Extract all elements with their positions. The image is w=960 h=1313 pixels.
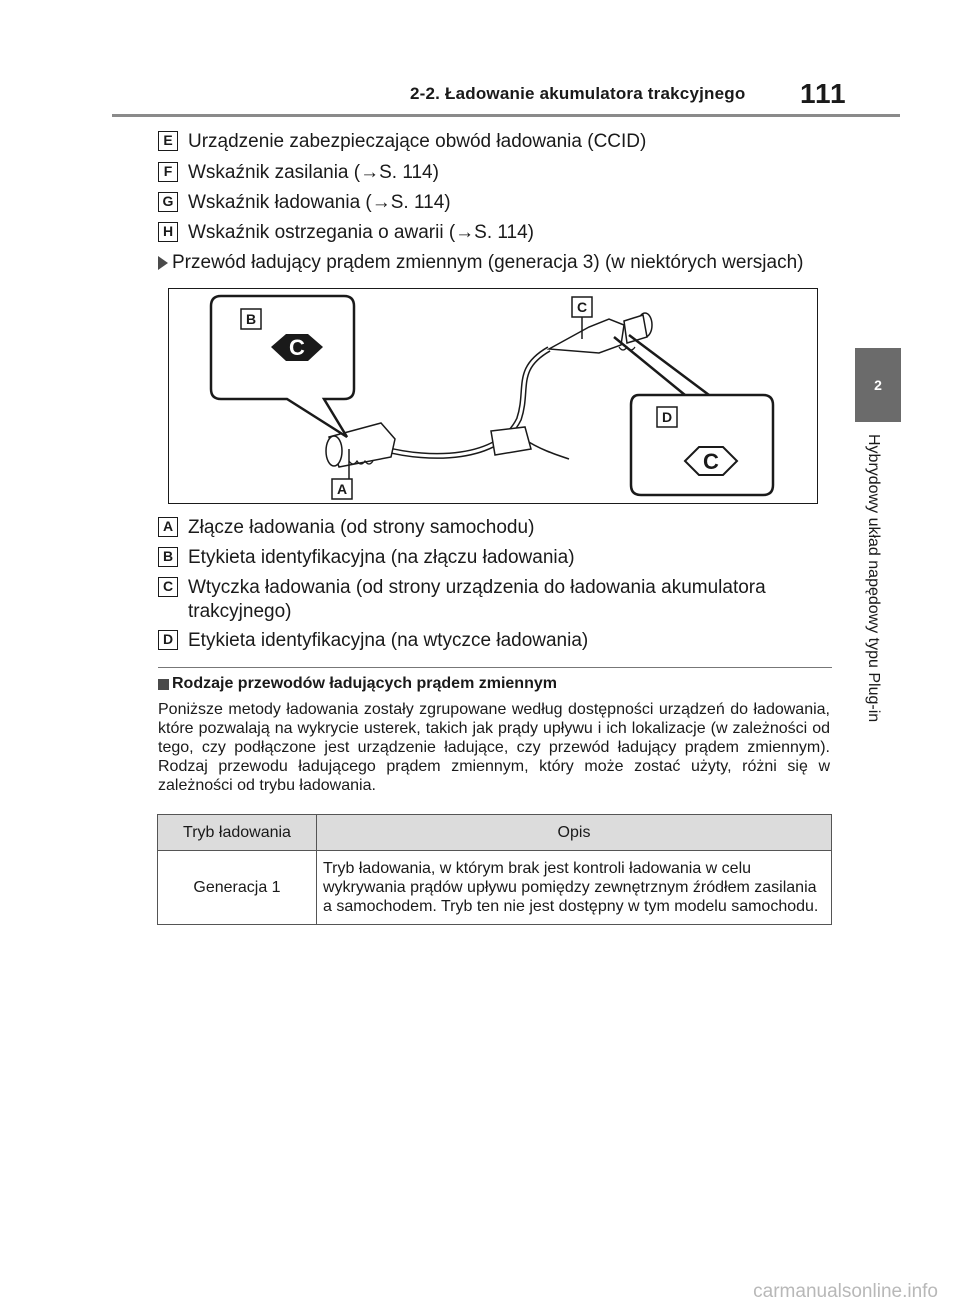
page-header-title: 2-2. Ładowanie akumulatora trakcyjnego [410,84,746,103]
callout-label-d: D [661,409,673,425]
letter-marker: E [158,131,178,151]
section-heading [158,675,557,693]
header-rule [112,114,900,117]
cell-description: Tryb ładowania, w którym brak jest kontroli ładowania w celu wykrywania prądów upływu pomiędzy zewnętrznym źródłem zasilania a samochodem. Tryb ten nie jest dostępny w tym modelu samochodu. [317,851,832,925]
callout-label-b: B [245,311,257,327]
list-item-text: Wskaźnik zasilania (→S. 114) [188,162,439,183]
legend-item [158,576,818,624]
letter-marker: C [158,577,178,597]
list-item [158,161,439,185]
callout-label-c: C [576,299,588,315]
table-header-row [158,815,832,851]
list-item-text: Wskaźnik ostrzegania o awarii (→S. 114) [188,222,534,243]
legend-item-text: Etykieta identyfikacyjna (na złączu ładowania) [188,547,575,568]
legend-item [158,629,588,653]
charging-modes-table [157,814,832,925]
list-item-text: Urządzenie zabezpieczające obwód ładowania (CCID) [188,131,647,152]
bullet-line [158,252,803,274]
letter-marker: A [158,517,178,537]
section-heading-text: Rodzaje przewodów ładujących prądem zmiennym [172,675,557,692]
legend-item-text: Wtyczka ładowania (od strony urządzenia do ładowania akumulatora trakcyjnego) [188,577,766,622]
chapter-label: Hybrydowy układ napędowy typu Plug-in [865,434,882,723]
table-row [158,851,832,925]
letter-marker: H [158,222,178,242]
triangle-bullet-icon [158,256,168,270]
cell-mode: Generacja 1 [158,851,317,925]
section-body: Poniższe metody ładowania zostały zgrupowane według dostępności urządzeń do ładowania, które pozwalają na wykrycie usterek, takich jak prądy upływu i ich lokalizacje (w zależności od tego, czy podłączone jest urządzenie ładujące, czy przewód ładujący prądem zmiennym). Rodzaj przewodu ładującego prądem zmiennym, który może zostać użyty, różni się w zależności od trybu ładowania. [158,701,830,794]
watermark: carmanualsonline.info [753,1281,938,1302]
list-item [158,191,451,215]
legend-item-text: Etykieta identyfikacyjna (na wtyczce ładowania) [188,630,589,651]
section-divider [158,667,832,668]
charging-cable-figure [168,288,818,504]
chapter-tab[interactable] [855,348,901,422]
letter-marker: G [158,192,178,212]
callout-label-a: A [336,481,348,497]
column-header-description: Opis [317,815,832,851]
column-header-mode: Tryb ładowania [158,815,317,851]
letter-marker: D [158,630,178,650]
list-item [158,221,534,245]
hex-symbol-d: C [703,449,719,474]
cable-illustration [169,289,819,505]
legend-item [158,546,575,570]
square-bullet-icon [158,679,169,690]
chapter-number: 2 [874,377,882,393]
hex-symbol-b: C [289,335,305,360]
page-number: 111 [800,78,847,109]
letter-marker: B [158,547,178,567]
letter-marker: F [158,162,178,182]
bullet-text: Przewód ładujący prądem zmiennym (generacja 3) (w niektórych wersjach) [172,252,804,273]
legend-item [158,516,534,540]
list-item-text: Wskaźnik ładowania (→S. 114) [188,192,451,213]
legend-item-text: Złącze ładowania (od strony samochodu) [188,517,535,538]
list-item [158,130,646,154]
